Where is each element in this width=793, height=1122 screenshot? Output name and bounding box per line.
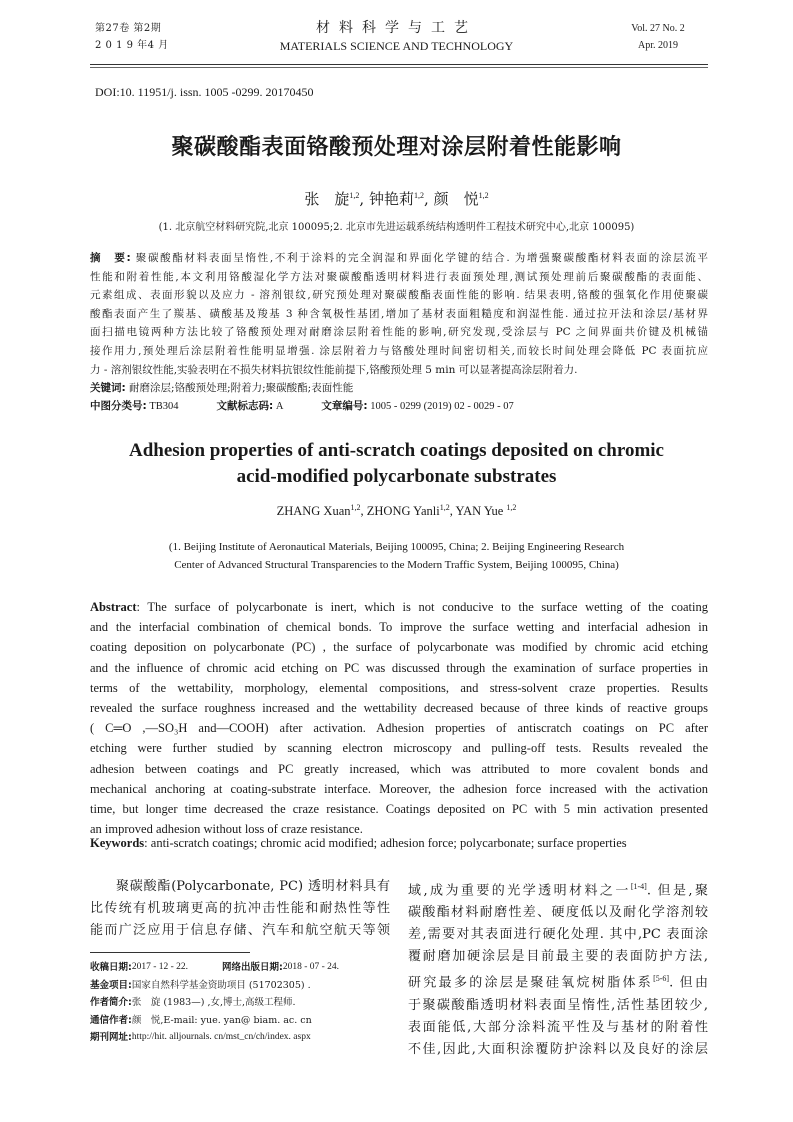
author-name: ZHONG Yanli	[366, 504, 440, 519]
footnote-url	[90, 1029, 400, 1047]
abstract-label-zh: 摘 要:	[90, 252, 131, 264]
abstract-line: mechanical anchoring at coating-substrate interface. Moreover, the adhesion force increased with the activation	[90, 781, 708, 796]
author-affiliation-mark: 1,2	[414, 191, 424, 200]
affiliations-en	[0, 538, 793, 574]
author-affiliation-mark: 1,2	[439, 503, 450, 512]
document-code	[217, 398, 284, 413]
author-affiliation-mark: 1,2	[350, 503, 361, 512]
author-name: 颜 悦	[433, 190, 479, 208]
body-line: 能而广泛应用于信息存储、汽车和航空航天等领	[90, 923, 390, 938]
abstract-line: 力 - 溶剂银纹性能,实验表明在不损失材料抗银纹性能前提下,铬酸预处理 5 min 可以显著提高涂层附着力.	[90, 363, 578, 376]
abstract-line: 接作用力,预处理后涂层附着性能明显增强. 涂层附着力与铬酸处理时间密切相关,而较长时间处理会降低 PC 表面抗应	[90, 344, 708, 357]
footnotes	[90, 959, 400, 1047]
abstract-line: an improved adhesion without loss of craze resistance.	[90, 822, 363, 837]
body-line: 差,需要对其表面进行硬化处理. 其中,PC 表面涂	[408, 927, 708, 943]
author-name: YAN Yue	[455, 504, 507, 519]
body-column-right	[408, 876, 708, 1061]
keywords-value-zh: 耐磨涂层;铬酸预处理;附着力;聚碳酸酯;表面性能	[125, 382, 354, 394]
header-rule-thin	[90, 67, 708, 68]
abstract-zh	[90, 249, 708, 379]
date-zh: 2 0 1 9 年4 月	[95, 40, 169, 51]
title-line: Adhesion properties of anti-scratch coatings deposited on chromic	[129, 440, 664, 461]
author-affiliation-mark: 1,2	[349, 191, 360, 200]
keywords-value-en: : anti-scratch coatings; chromic acid modified; adhesion force; polycarbonate; surface properties	[144, 836, 627, 850]
affiliation-line: Center of Advanced Structural Transparencies to the Modern Traffic System, Beijing 100095, China)	[174, 559, 619, 571]
abstract-line: and the influence of chromic acid etching on PC was discussed through the examination of surface properties in	[90, 660, 708, 675]
bio-label: 作者简介:	[90, 997, 132, 1008]
body-line: 覆耐磨加硬涂层是目前最主要的表面防护方法,	[408, 949, 708, 965]
title-line: acid-modified polycarbonate substrates	[236, 466, 557, 487]
paper-title-en	[0, 438, 793, 490]
journal-url-link[interactable]: http://hit. alljournals. cn/mst_cn/ch/index. aspx	[131, 1032, 311, 1042]
body-line: 碳酸酯材料耐磨性差、硬度低以及耐化学溶剂较	[408, 905, 708, 921]
article-id-value: 1005 - 0299 (2019) 02 - 0029 - 07	[367, 401, 514, 412]
abstract-line: adhesion between coatings and PC greatly increased, which was attributed to more covalent bonds and	[90, 761, 708, 776]
body-text: 研究最多的涂层是聚硅氧烷树脂体系	[408, 975, 654, 991]
author-list-zh	[0, 188, 793, 209]
corresponding-label: 通信作者:	[90, 1014, 132, 1026]
abstract-label-en: Abstract	[90, 600, 137, 614]
author-separator: ,	[360, 504, 367, 519]
body-text: . 但由	[669, 975, 708, 991]
running-header-right	[578, 20, 698, 54]
abstract-line: and the interfacial combination of chemical bonds. To improve the surface wetting and interfacial adhesion in	[90, 620, 708, 635]
keywords-label-en: Keywords	[90, 836, 145, 850]
abstract-en	[90, 597, 708, 839]
received-date: 2017 - 12 - 22.	[131, 962, 189, 972]
abstract-line: revealed the surface roughness increased and the wettability decreased because of three kinds of reactive groups	[90, 701, 708, 716]
abstract-line: coating deposition on polycarbonate (PC) , the surface of polycarbonate was modified by chromic acid etching	[90, 640, 708, 655]
journal-title-en: MATERIALS SCIENCE AND TECHNOLOGY	[279, 39, 514, 53]
footnote-bio	[90, 994, 400, 1012]
affiliations-zh: (1. 北京航空材料研究院,北京 100095;2. 北京市先进运载系统结构透明件工程技术研究中心,北京 100095)	[158, 222, 635, 233]
author-separator: ,	[359, 190, 365, 208]
abstract-line: ( C═O ,—SO₃H and—COOH) after activation. Adhesion properties of antiscratch coatings on PC after	[90, 721, 708, 736]
online-date: 2018 - 07 - 24.	[282, 962, 340, 972]
document-code-label: 文献标志码:	[216, 400, 274, 412]
body-line: 聚碳酸酯(Polycarbonate, PC) 透明材料具有	[116, 879, 390, 894]
body-line: 比传统有机玻璃更高的抗冲击性能和耐热性等性	[90, 901, 390, 916]
abstract-line	[90, 597, 708, 617]
abstract-line: terms of the wettability, morphology, elemental compositions, and stress-solvent craze properties. Results	[90, 680, 708, 695]
fund-label: 基金项目:	[90, 979, 132, 991]
author-affiliation-mark: 1,2	[506, 503, 517, 512]
clc-value: TB304	[146, 401, 179, 412]
author-list-en	[0, 503, 793, 519]
citation-link[interactable]: [5-6]	[653, 974, 670, 984]
abstract-line	[90, 249, 708, 268]
abstract-line: 面扫描电镜两种方法比较了铬酸预处理对耐磨涂层附着性能的影响,研究发现,受涂层与 PC 之间界面共价键及机械锚	[90, 326, 708, 339]
author-name: 张 旋	[304, 190, 350, 208]
footnote-fund	[90, 977, 400, 995]
body-line: 于聚碳酸酯透明材料表面呈惰性,活性基团较少,	[408, 997, 708, 1013]
body-line	[408, 876, 708, 902]
body-text: 域,成为重要的光学透明材料之一	[408, 883, 631, 899]
bio-value: 张 旋 (1983—) ,女,博士,高级工程师.	[131, 997, 296, 1008]
article-id-label: 文章编号:	[321, 400, 368, 412]
author-separator: ,	[424, 190, 429, 208]
fund-value: 国家自然科学基金资助项目 (51702305) .	[131, 979, 311, 991]
body-column-left	[90, 876, 390, 942]
author-separator: ,	[449, 504, 456, 519]
author-affiliation-mark: 1,2	[478, 191, 489, 200]
abstract-line: 性能和附着性能,本文利用铬酸湿化学方法对聚碳酸酯透明材料进行表面预处理,测试预处理前后聚碳酸酯的表面能、	[90, 270, 708, 283]
journal-title-zh: 材料科学与工艺	[316, 20, 477, 36]
classification-row	[90, 398, 708, 413]
keywords-label-zh: 关键词:	[90, 382, 126, 394]
author-name: ZHANG Xuan	[276, 504, 351, 519]
footnote-received	[90, 959, 400, 977]
abstract-line: 酸酯表面产生了羰基、磺酸基及羧基 3 种含氧极性基团,增加了基材表面粗糙度和润湿性能. 通过拉开法和涂层/基材界	[90, 307, 708, 320]
volume-issue-en: Vol. 27 No. 2	[631, 23, 685, 34]
article-id	[321, 398, 513, 413]
body-text: . 但是,聚	[646, 883, 708, 899]
footnote-corresponding	[90, 1012, 400, 1030]
citation-link[interactable]: [1-4]	[630, 882, 647, 891]
abstract-line: 元素组成、表面形貌以及应力 - 溶剂银纹,研究预处理对聚碳酸酯表面性能的影响. 结果表明,铬酸的强氧化作用使聚碳	[90, 289, 708, 302]
body-line	[408, 968, 708, 994]
volume-issue-zh: 第27卷 第2期	[95, 23, 162, 34]
abstract-line: time, but longer time decreased the craze resistance. Coatings deposited on PC with 5 min activation presented	[90, 802, 708, 817]
paper-title-zh: 聚碳酸酯表面铬酸预处理对涂层附着性能影响	[171, 135, 622, 160]
document-code-value: A	[273, 401, 284, 412]
corresponding-email[interactable]: 颜 悦,E-mail: yue. yan@ biam. ac. cn	[131, 1014, 312, 1026]
footnote-rule	[90, 952, 250, 953]
abstract-text: 聚碳酸酯材料表面呈惰性,不利于涂料的完全润湿和界面化学键的结合. 为增强聚碳酸酯材料表面的涂层流平	[130, 252, 708, 264]
received-label: 收稿日期:	[90, 962, 132, 973]
url-label: 期刊网址:	[90, 1032, 132, 1043]
online-label: 网络出版日期:	[222, 962, 283, 973]
abstract-text: : The surface of polycarbonate is inert, which is not conducive to the surface wetting of the coating	[136, 600, 708, 614]
abstract-line: etching were further studied by scanning electron microscopy and pulling-off tests. Results revealed the	[90, 741, 708, 756]
body-line: 表面能低,大部分涂料流平性及与基材的附着性	[408, 1019, 708, 1035]
keywords-en	[90, 836, 708, 851]
doi[interactable]: DOI:10. 11951/j. issn. 1005 -0299. 20170450	[95, 85, 314, 99]
affiliation-line: (1. Beijing Institute of Aeronautical Materials, Beijing 100095, China; 2. Beijing Engineering Research	[168, 541, 625, 553]
author-name: 钟艳莉	[368, 190, 414, 208]
body-line: 不佳,因此,大面积涂覆防护涂料以及良好的涂层	[408, 1041, 708, 1057]
date-en: Apr. 2019	[638, 40, 678, 51]
clc-label: 中图分类号:	[90, 400, 147, 412]
keywords-zh	[90, 380, 708, 395]
clc-number	[90, 398, 179, 413]
header-rule-thick	[90, 64, 708, 65]
